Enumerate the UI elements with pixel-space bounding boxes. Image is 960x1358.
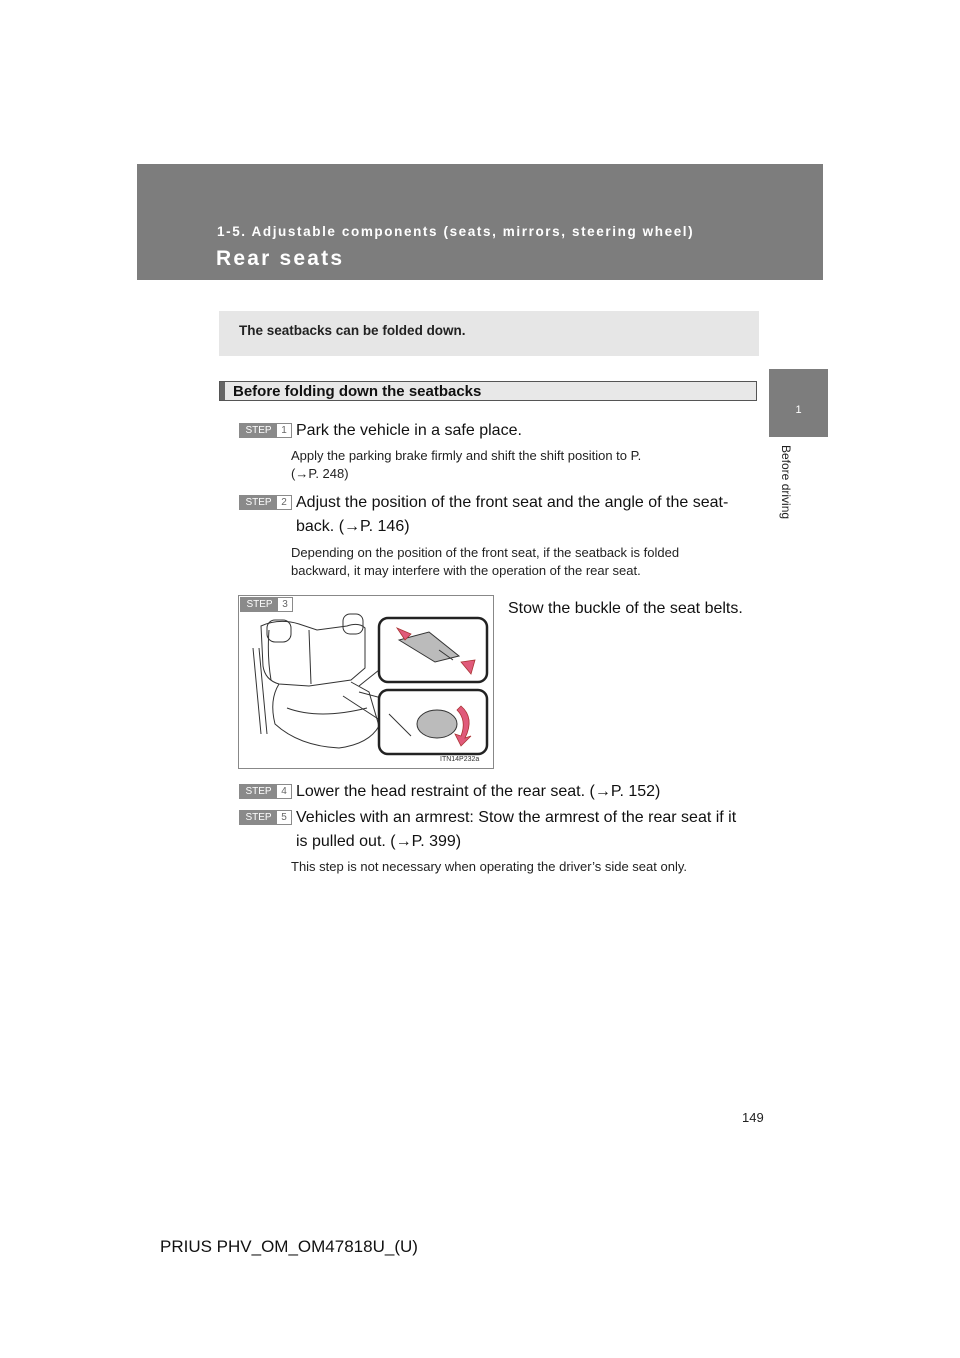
- page-title: Rear seats: [216, 247, 345, 270]
- intro-box: [219, 311, 759, 356]
- step-1-note-line-2: (→P. 248): [291, 466, 349, 481]
- subheading: [219, 381, 757, 401]
- rear-seat-drawing: [239, 596, 494, 769]
- step-3-badge: STEP 3: [240, 597, 293, 612]
- step-2-note-line-2: backward, it may interfere with the operation of the rear seat.: [291, 563, 641, 578]
- step-4-text: Lower the head restraint of the rear seat. (→P. 152): [296, 783, 661, 800]
- chapter-label: Before driving: [779, 445, 793, 520]
- figure-code: ITN14P232a: [440, 756, 480, 763]
- step-2-note-line-1: Depending on the position of the front seat, if the seatback is folded: [291, 545, 680, 560]
- page-number: 149: [742, 1110, 764, 1125]
- step-2-badge: STEP 2: [239, 495, 292, 510]
- step-1-note-line-1: Apply the parking brake firmly and shift the shift position to P.: [291, 448, 642, 463]
- chapter-number: 1: [795, 404, 802, 416]
- step-5-text-line-2: is pulled out. (→P. 399): [296, 833, 462, 850]
- seat-belt-buckle-illustration: [238, 595, 494, 769]
- chapter-header: [137, 164, 823, 280]
- step-5-text-line-1: Vehicles with an armrest: Stow the armrest of the rear seat if it: [296, 809, 737, 826]
- chapter-tab: [769, 369, 828, 437]
- step-5-note: This step is not necessary when operating the driver’s side seat only.: [291, 859, 687, 874]
- step-1-text: Park the vehicle in a safe place.: [296, 422, 522, 439]
- intro-text: The seatbacks can be folded down.: [239, 323, 466, 338]
- step-3-text: Stow the buckle of the seat belts.: [508, 600, 743, 617]
- step-1-badge: STEP 1: [239, 423, 292, 438]
- subheading-text: Before folding down the seatbacks: [233, 383, 482, 400]
- step-4-badge: STEP 4: [239, 784, 292, 799]
- section-label: 1-5. Adjustable components (seats, mirrors, steering wheel): [217, 224, 695, 239]
- step-2-text-line-1: Adjust the position of the front seat and the angle of the seat-: [296, 494, 729, 511]
- step-5-badge: STEP 5: [239, 810, 292, 825]
- subheading-bar: [220, 382, 225, 400]
- step-2-text-line-2: back. (→P. 146): [296, 518, 410, 535]
- document-code: PRIUS PHV_OM_OM47818U_(U): [160, 1237, 418, 1256]
